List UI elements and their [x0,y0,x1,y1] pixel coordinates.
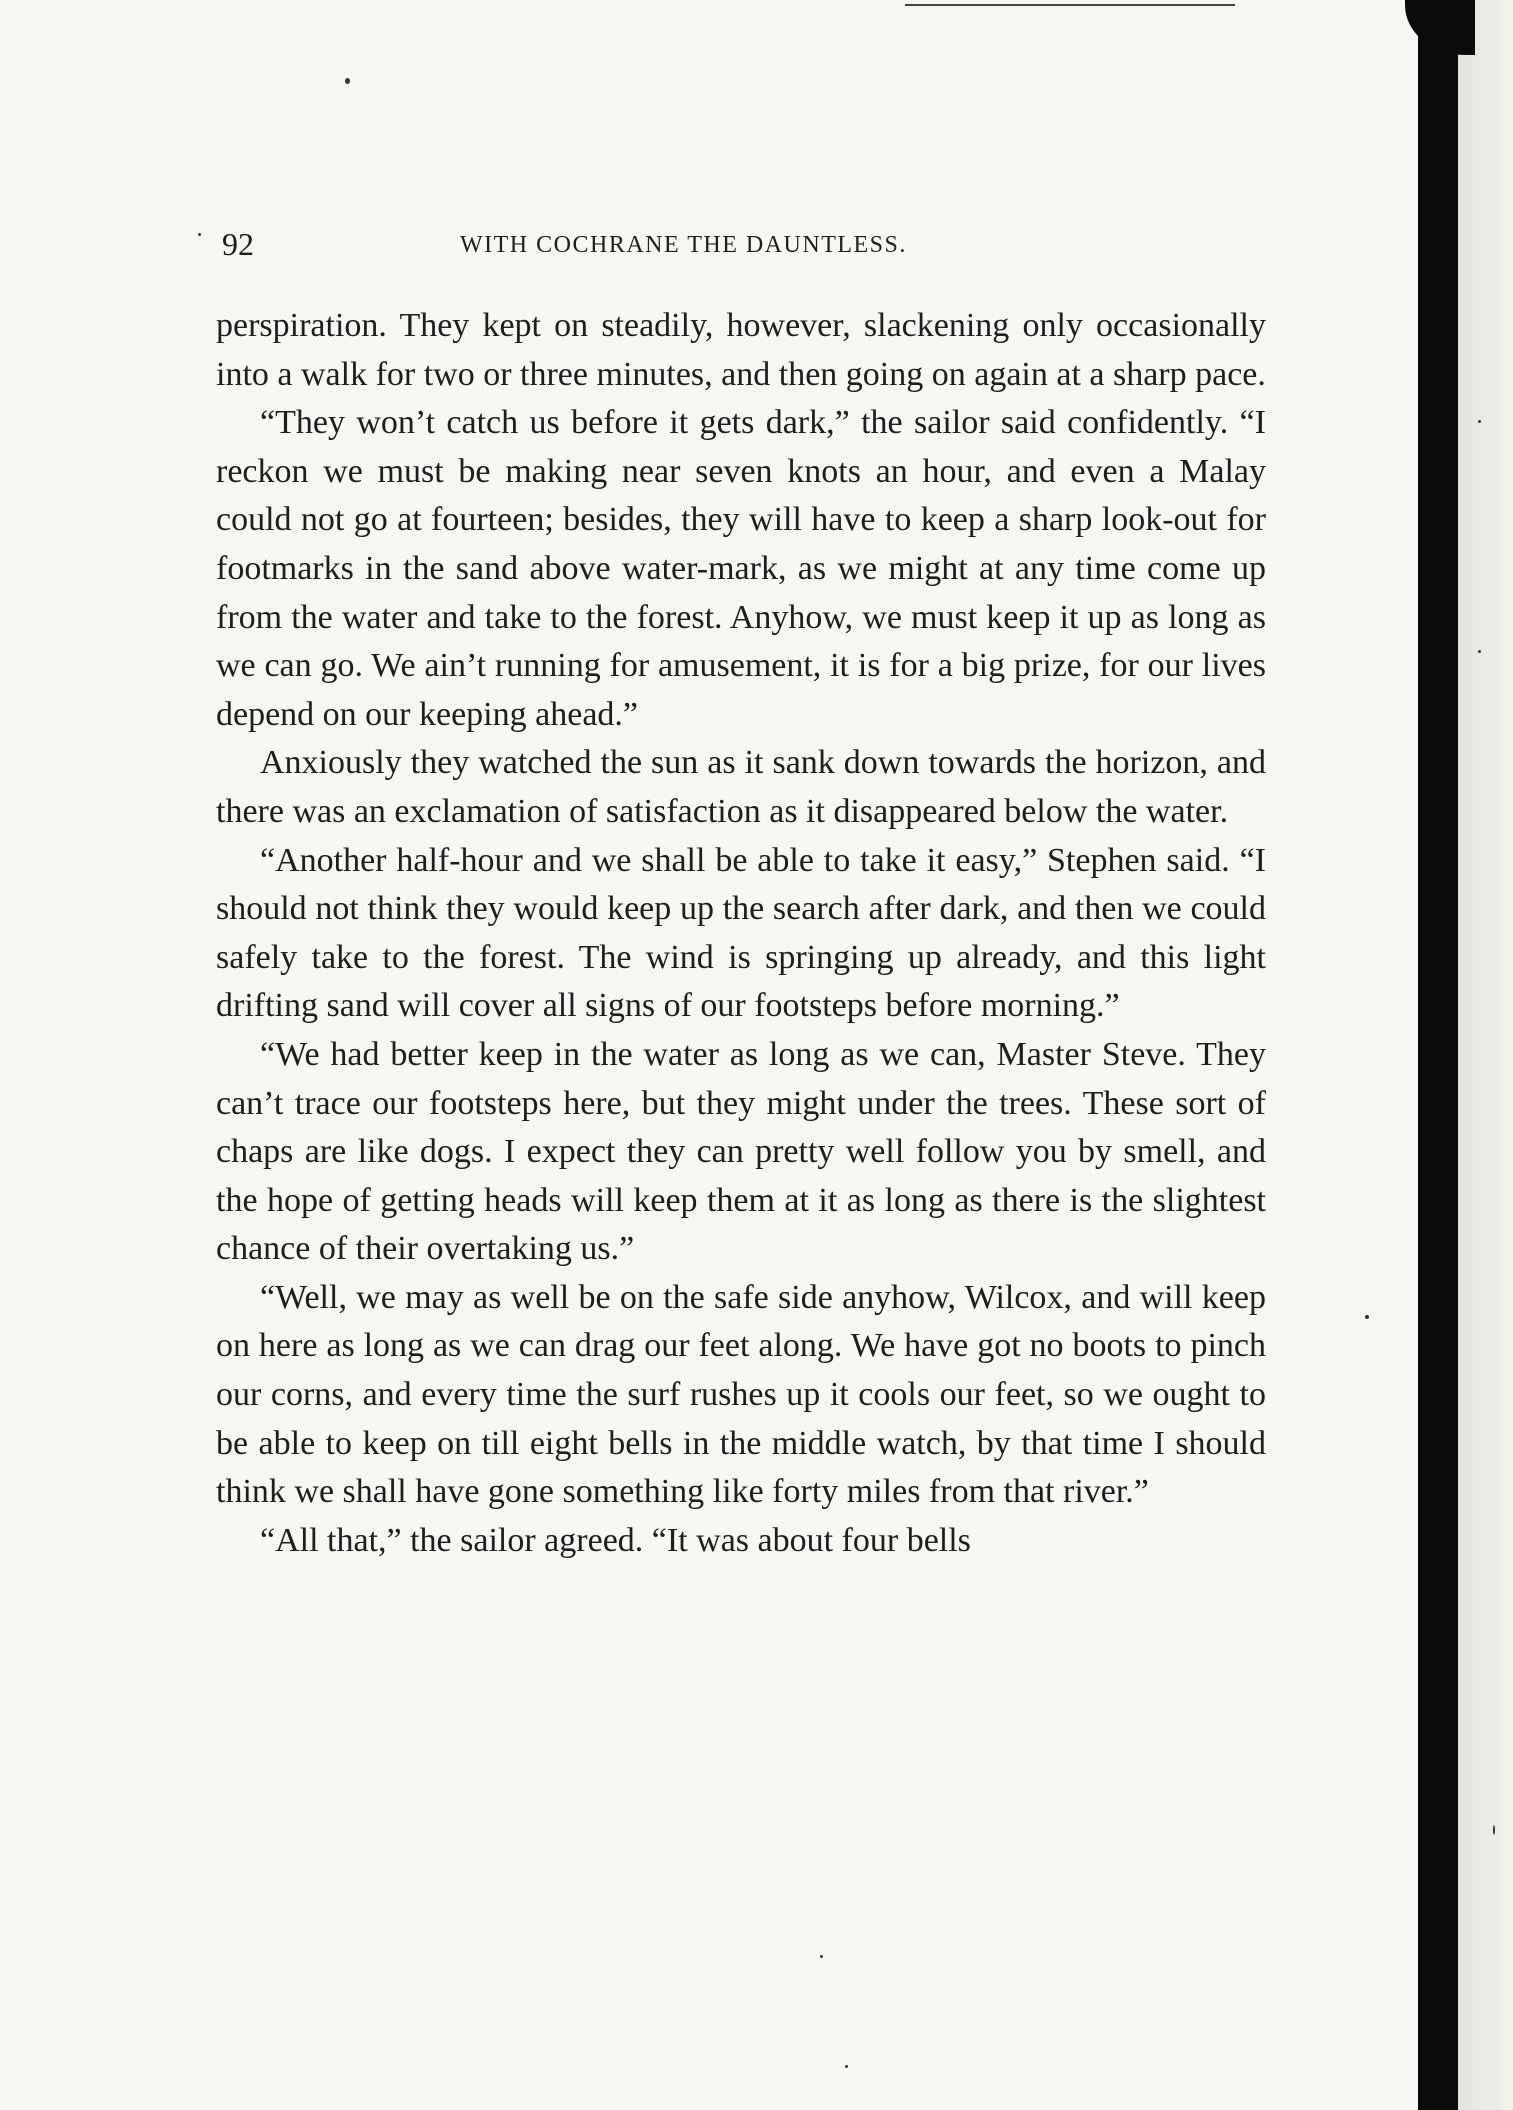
binding-gutter [1418,0,1458,2110]
page-number: 92 [222,226,254,262]
running-head [222,226,1270,266]
paragraph: “Well, we may as well be on the safe side anyhow, Wilcox, and will keep on here as long as we can drag our feet along. We have got no boots to pinch our corns, and every time the surf rushes up it cools our feet, so we ought to be able to keep on till eight bells in the middle watch, by that time I should think we shall have gone something like forty miles from that river.” [216,1278,1266,1511]
paragraph: perspiration. They kept on steadily, however, slackening only occasionally into a walk for two or three minutes, and then going on again at a sharp pace. [216,307,1266,393]
paragraph: “We had better keep in the water as long as we can, Master Steve. They can’t trace our footsteps here, but they might under the trees. These sort of chaps are like dogs. I expect they can pretty well follow you by smell, and the hope of getting heads will keep them at it as long as there is the slightest chance of their overtaking us.” [216,1035,1266,1268]
paragraph: “All that,” the sailor agreed. “It was about four bells [260,1521,971,1559]
binding-gutter-top [1405,0,1475,55]
body-text [216,302,1266,1565]
binding-shadow [1458,0,1513,2110]
scan-edge-line [905,4,1235,6]
paragraph: Anxiously they watched the sun as it sank down towards the horizon, and there was an exclamation of satisfaction as it disappeared below the water. [216,744,1266,830]
running-title: WITH COCHRANE THE DAUNTLESS. [460,232,907,258]
paragraph: “Another half-hour and we shall be able to take it easy,” Stephen said. “I should not think they would keep up the search after dark, and then we could safely take to the forest. The wind is springing up already, and this light drifting sand will cover all signs of our footsteps before morning.” [216,841,1266,1025]
paragraph: “They won’t catch us before it gets dark,” the sailor said confidently. “I reckon we must be making near seven knots an hour, and even a Malay could not go at fourteen; besides, they will have to keep a sharp look-out for footmarks in the sand above water-mark, as we might at any time come up from the water and take to the forest. Anyhow, we must keep it up as long as we can go. We ain’t running for amusement, it is for a big prize, for our lives depend on our keeping ahead.” [216,404,1266,733]
